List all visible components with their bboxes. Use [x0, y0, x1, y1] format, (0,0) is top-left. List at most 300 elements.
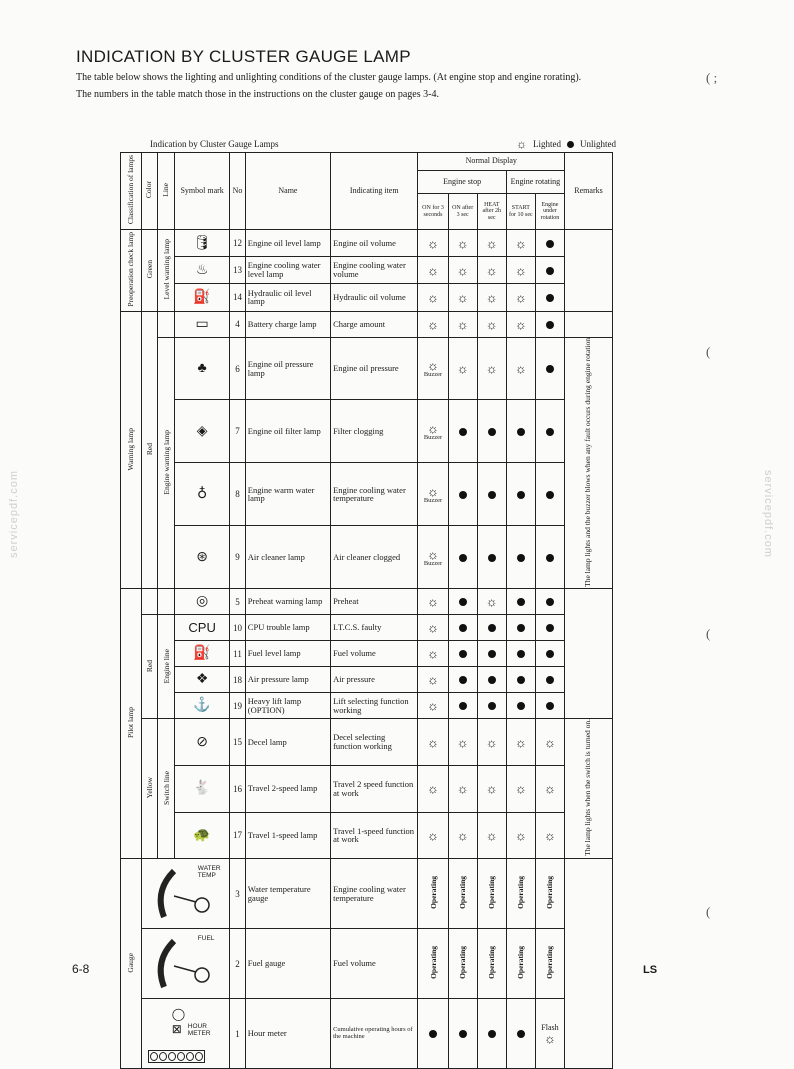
- coolant-level-icon: ♨: [175, 257, 230, 284]
- row-no: 16: [230, 766, 246, 813]
- status-lighted: [418, 311, 448, 337]
- status-lighted: [506, 284, 535, 311]
- status-lighted: [477, 719, 506, 766]
- status-lighted: [448, 311, 477, 337]
- lighted-icon: ☼: [485, 827, 498, 843]
- margin-mark: (: [706, 344, 711, 359]
- footer-code: LS: [643, 964, 658, 976]
- status-lighted: [418, 812, 448, 859]
- unlighted-icon: [546, 365, 554, 373]
- row-name: Engine oil filter lamp: [245, 400, 330, 463]
- row-no: 5: [230, 589, 246, 615]
- table-row: [121, 257, 613, 284]
- header-classification: Classification of lamps: [125, 155, 135, 225]
- row-name: Air pressure lamp: [245, 667, 330, 693]
- unlighted-icon: [546, 267, 554, 275]
- table-row: [121, 526, 613, 589]
- status-lighted: [506, 311, 535, 337]
- unlighted-icon: [546, 294, 554, 302]
- flash-label: Flash: [541, 1022, 559, 1032]
- row-item: Engine cooling water temperature: [331, 463, 418, 526]
- status-operating: [506, 859, 535, 929]
- status-unlighted: [448, 693, 477, 719]
- unlighted-icon: [517, 554, 525, 562]
- status-lighted: [477, 284, 506, 311]
- lighted-icon: ☼: [427, 698, 439, 714]
- air-pressure-icon: ❖: [175, 667, 230, 693]
- unlighted-icon: [459, 650, 467, 658]
- lighted-icon: ☼: [427, 235, 439, 251]
- remark-switch: The lamp lights when the switch is turned on.: [583, 719, 593, 857]
- status-lighted: [535, 766, 564, 813]
- lighted-icon: ☼: [427, 289, 439, 305]
- lighted-icon: ☼: [427, 672, 439, 688]
- watermark-left: servicepdf.com: [8, 470, 20, 558]
- color-red-pilot: Red: [145, 659, 155, 672]
- margin-mark: (: [706, 904, 711, 919]
- lighted-icon: ☼: [516, 137, 527, 151]
- row-no: 10: [230, 615, 246, 641]
- status-unlighted: [506, 667, 535, 693]
- status-lighted: [448, 719, 477, 766]
- unlighted-icon: [459, 1030, 467, 1038]
- status-unlighted: [448, 463, 477, 526]
- status-lighted: [418, 641, 448, 667]
- row-item: Travel 1-speed function at work: [331, 812, 418, 859]
- row-name: Hydraulic oil level lamp: [245, 284, 330, 311]
- lighted-icon: ☼: [514, 827, 527, 843]
- lighted-icon: ☼: [427, 734, 439, 750]
- color-green: Green: [145, 260, 155, 279]
- legend: [516, 138, 616, 150]
- gauge-name: Hour meter: [245, 999, 330, 1069]
- lighted-icon: ☼: [544, 1030, 556, 1046]
- air-cleaner-icon: ⊛: [175, 526, 230, 589]
- status-unlighted: [506, 589, 535, 615]
- status-unlighted: [506, 641, 535, 667]
- lighted-icon: ☼: [514, 289, 527, 305]
- status-operating: [535, 859, 564, 929]
- status-unlighted: [418, 999, 448, 1069]
- unlighted-icon: [517, 676, 525, 684]
- fuel-gauge-icon: [144, 931, 230, 995]
- gauge-item: Engine cooling water temperature: [331, 859, 418, 929]
- table-row: [121, 284, 613, 311]
- status-lighted: [477, 812, 506, 859]
- lighted-icon: ☼: [427, 420, 439, 436]
- table-row: [121, 812, 613, 859]
- status-unlighted: [535, 693, 564, 719]
- status-lighted: [506, 719, 535, 766]
- lighted-icon: ☼: [485, 262, 498, 278]
- lighted-icon: ☼: [485, 316, 498, 332]
- status-lighted: [418, 284, 448, 311]
- status-lighted: [506, 812, 535, 859]
- table-row: [121, 337, 613, 400]
- status-unlighted: [535, 400, 564, 463]
- intro-text-2: The numbers in the table match those in the instructions on the cluster gauge on pages 3-4.: [76, 89, 439, 100]
- unlighted-icon: [517, 650, 525, 658]
- status-flash: [535, 999, 564, 1069]
- lighted-icon: ☼: [485, 781, 498, 797]
- buzzer-label: Buzzer: [423, 559, 443, 567]
- status-lighted: [477, 766, 506, 813]
- lighted-icon: ☼: [514, 734, 527, 750]
- row-no: 14: [230, 284, 246, 311]
- lighted-icon: ☼: [427, 620, 439, 636]
- lighted-icon: ☼: [485, 734, 498, 750]
- buzzer-label: Buzzer: [423, 433, 443, 441]
- lighted-icon: ☼: [544, 827, 556, 843]
- table-row: [121, 693, 613, 719]
- hour-counter-icon: [148, 1050, 205, 1063]
- gauge-no: 2: [230, 929, 246, 999]
- unlighted-icon: [567, 141, 574, 148]
- unlighted-icon: [546, 676, 554, 684]
- operating-label: Operating: [545, 946, 555, 980]
- table-row: [121, 615, 613, 641]
- header-sub-engine: Engine under rotation: [535, 194, 564, 230]
- status-unlighted: [448, 667, 477, 693]
- status-lighted: [506, 229, 535, 256]
- gauge-no: 1: [230, 999, 246, 1069]
- lighted-icon: ☼: [427, 781, 439, 797]
- group-pilot: Pilot lamp: [126, 707, 136, 739]
- unlighted-icon: [546, 554, 554, 562]
- unlighted-icon: [459, 598, 467, 606]
- lighted-icon: ☼: [514, 361, 527, 376]
- oil-level-icon: 🛢: [175, 229, 230, 256]
- unlighted-icon: [488, 702, 496, 710]
- status-operating: [506, 929, 535, 999]
- header-sub-onafter: ON after 3 sec: [448, 194, 477, 230]
- status-lighted: [448, 284, 477, 311]
- lighted-icon: ☼: [514, 235, 527, 251]
- row-name: Preheat warning lamp: [245, 589, 330, 615]
- lighted-icon: ☼: [514, 316, 527, 332]
- unlighted-icon: [488, 624, 496, 632]
- travel-2speed-icon: 🐇: [175, 766, 230, 813]
- row-no: 18: [230, 667, 246, 693]
- operating-label: Operating: [545, 876, 555, 910]
- unlighted-icon: [546, 650, 554, 658]
- gauge-name: Water temperature gauge: [245, 859, 330, 929]
- gauge-name: Fuel gauge: [245, 929, 330, 999]
- heavy-lift-icon: ⚓: [175, 693, 230, 719]
- buzzer-label: Buzzer: [423, 496, 443, 504]
- preheat-icon: ◎: [175, 589, 230, 615]
- unlighted-icon: [546, 702, 554, 710]
- lighted-icon: ☼: [427, 827, 439, 843]
- status-operating: [418, 859, 448, 929]
- table-row: [121, 641, 613, 667]
- unlighted-icon: [546, 240, 554, 248]
- status-unlighted: [448, 615, 477, 641]
- unlighted-icon: [517, 702, 525, 710]
- status-lighted: [448, 229, 477, 256]
- row-no: 19: [230, 693, 246, 719]
- status-lighted: [477, 589, 506, 615]
- operating-label: Operating: [487, 876, 497, 910]
- status-unlighted: [506, 526, 535, 589]
- lighted-icon: ☼: [514, 781, 527, 797]
- lighted-icon: ☼: [544, 734, 556, 750]
- status-operating: [448, 859, 477, 929]
- status-operating: [535, 929, 564, 999]
- legend-unlighted: Unlighted: [580, 139, 616, 149]
- status-unlighted: [535, 667, 564, 693]
- status-unlighted: [448, 400, 477, 463]
- status-unlighted: [535, 526, 564, 589]
- lighted-icon: ☼: [427, 316, 439, 332]
- row-no: 7: [230, 400, 246, 463]
- row-name: Fuel level lamp: [245, 641, 330, 667]
- table-row: [121, 463, 613, 526]
- oil-pressure-icon: ♣: [175, 337, 230, 400]
- status-lighted: [448, 766, 477, 813]
- row-item: Decel selecting function working: [331, 719, 418, 766]
- status-unlighted: [506, 400, 535, 463]
- operating-label: Operating: [487, 946, 497, 980]
- header-sub-on3: ON for 3 seconds: [418, 194, 448, 230]
- header-no: No: [230, 153, 246, 230]
- unlighted-icon: [459, 702, 467, 710]
- unlighted-icon: [459, 491, 467, 499]
- row-item: Hydraulic oil volume: [331, 284, 418, 311]
- row-no: 6: [230, 337, 246, 400]
- lighted-icon: ☼: [485, 235, 498, 251]
- unlighted-icon: [517, 624, 525, 632]
- status-unlighted: [477, 526, 506, 589]
- status-lighted: [418, 719, 448, 766]
- lighted-icon: ☼: [427, 262, 439, 278]
- status-lighted: [477, 311, 506, 337]
- watermark-right: servicepdf.com: [762, 470, 774, 558]
- operating-label: Operating: [428, 946, 438, 980]
- unlighted-icon: [459, 428, 467, 436]
- row-item: Fuel volume: [331, 641, 418, 667]
- status-unlighted: [477, 400, 506, 463]
- unlighted-icon: [546, 624, 554, 632]
- row-no: 17: [230, 812, 246, 859]
- row-item: Preheat: [331, 589, 418, 615]
- row-item: Air pressure: [331, 667, 418, 693]
- row-item: Air cleaner clogged: [331, 526, 418, 589]
- unlighted-icon: [459, 554, 467, 562]
- margin-mark: ( ;: [706, 70, 718, 85]
- status-lighted: [477, 257, 506, 284]
- status-unlighted: [477, 999, 506, 1069]
- row-name: Decel lamp: [245, 719, 330, 766]
- lighted-icon: ☼: [427, 546, 439, 562]
- hour-meter-icon: ◯ ⊠: [171, 1006, 186, 1036]
- hydraulic-oil-icon: ⛽: [175, 284, 230, 311]
- lighted-icon: ☼: [456, 262, 469, 278]
- row-name: Heavy lift lamp (OPTION): [245, 693, 330, 719]
- gauge-no: 3: [230, 859, 246, 929]
- status-lighted: [535, 719, 564, 766]
- status-lighted: [418, 615, 448, 641]
- header-name: Name: [245, 153, 330, 230]
- status-operating: [477, 929, 506, 999]
- lighted-icon: ☼: [456, 289, 469, 305]
- unlighted-icon: [546, 321, 554, 329]
- unlighted-icon: [488, 491, 496, 499]
- gauge-item: Fuel volume: [331, 929, 418, 999]
- row-name: Travel 1-speed lamp: [245, 812, 330, 859]
- header-symbol: Symbol mark: [175, 153, 230, 230]
- oil-filter-icon: ◈: [175, 400, 230, 463]
- status-lighted: [418, 337, 448, 400]
- unlighted-icon: [546, 491, 554, 499]
- status-unlighted: [535, 615, 564, 641]
- unlighted-icon: [517, 428, 525, 436]
- gauge-symbol: [141, 859, 229, 929]
- status-lighted: [418, 463, 448, 526]
- header-color: Color: [144, 181, 154, 199]
- gauge-symbol: [141, 999, 229, 1069]
- status-lighted: [477, 337, 506, 400]
- status-unlighted: [535, 463, 564, 526]
- status-unlighted: [535, 257, 564, 284]
- table-row: [121, 766, 613, 813]
- row-name: Travel 2-speed lamp: [245, 766, 330, 813]
- lighted-icon: ☼: [514, 262, 527, 278]
- decel-icon: ⊘: [175, 719, 230, 766]
- row-item: Filter clogging: [331, 400, 418, 463]
- status-unlighted: [506, 615, 535, 641]
- status-operating: [448, 929, 477, 999]
- line-engine: Engine line: [161, 648, 171, 684]
- status-lighted: [418, 766, 448, 813]
- table-row: [121, 589, 613, 615]
- status-unlighted: [506, 693, 535, 719]
- lighted-icon: ☼: [456, 361, 469, 376]
- status-unlighted: [477, 693, 506, 719]
- unlighted-icon: [517, 491, 525, 499]
- row-name: Engine cooling water level lamp: [245, 257, 330, 284]
- operating-label: Operating: [516, 946, 526, 980]
- status-unlighted: [506, 999, 535, 1069]
- lighted-icon: ☼: [427, 483, 439, 499]
- gauge-label: FUEL: [197, 934, 215, 942]
- status-unlighted: [477, 463, 506, 526]
- status-unlighted: [477, 667, 506, 693]
- table-row: [121, 400, 613, 463]
- status-unlighted: [535, 337, 564, 400]
- row-name: Air cleaner lamp: [245, 526, 330, 589]
- unlighted-icon: [546, 598, 554, 606]
- table-row: [121, 719, 613, 766]
- status-unlighted: [477, 641, 506, 667]
- lighted-icon: ☼: [456, 316, 469, 332]
- header-engine-rotating: Engine rotating: [506, 170, 564, 194]
- status-lighted: [448, 257, 477, 284]
- remark-warning: The lamp lights and the buzzer blows when any fault occurs during engine rotation: [583, 337, 593, 587]
- header-sub-heat: HEAT after 2h sec: [477, 194, 506, 230]
- status-operating: [418, 929, 448, 999]
- row-item: Engine oil volume: [331, 229, 418, 256]
- header-remarks: Remarks: [565, 153, 613, 230]
- status-unlighted: [448, 526, 477, 589]
- group-gauge: Gauge: [126, 952, 136, 973]
- status-unlighted: [477, 615, 506, 641]
- row-name: CPU trouble lamp: [245, 615, 330, 641]
- header-indicating: Indicating item: [331, 153, 418, 230]
- row-no: 13: [230, 257, 246, 284]
- status-unlighted: [448, 641, 477, 667]
- lighted-icon: ☼: [456, 235, 469, 251]
- color-yellow: Yellow: [145, 777, 155, 799]
- status-lighted: [506, 257, 535, 284]
- row-no: 4: [230, 311, 246, 337]
- row-item: I.T.C.S. faulty: [331, 615, 418, 641]
- status-lighted: [448, 812, 477, 859]
- row-item: Engine oil pressure: [331, 337, 418, 400]
- status-unlighted: [535, 284, 564, 311]
- unlighted-icon: [517, 598, 525, 606]
- unlighted-icon: [488, 650, 496, 658]
- row-item: Engine cooling water volume: [331, 257, 418, 284]
- gauge-row: [121, 999, 613, 1069]
- unlighted-icon: [546, 428, 554, 436]
- row-item: Lift selecting function working: [331, 693, 418, 719]
- table-row: [121, 311, 613, 337]
- status-unlighted: [535, 641, 564, 667]
- intro-text-1: The table below shows the lighting and unlighting conditions of the cluster gauge lamps. (At engine stop and engine rorating).: [76, 72, 582, 83]
- status-unlighted: [535, 311, 564, 337]
- row-name: Battery charge lamp: [245, 311, 330, 337]
- color-red: Red: [145, 442, 155, 455]
- buzzer-label: Buzzer: [423, 370, 443, 378]
- status-lighted: [448, 337, 477, 400]
- lighted-icon: ☼: [456, 781, 469, 797]
- status-lighted: [535, 812, 564, 859]
- lighted-icon: ☼: [485, 361, 498, 376]
- line-engine-warning: Engine warning lamp: [161, 429, 171, 495]
- row-no: 12: [230, 229, 246, 256]
- status-lighted: [506, 337, 535, 400]
- gauge-row: [121, 859, 613, 929]
- header-engine-stop: Engine stop: [418, 170, 506, 194]
- lighted-icon: ☼: [456, 827, 469, 843]
- unlighted-icon: [459, 624, 467, 632]
- status-lighted: [418, 589, 448, 615]
- water-temp-icon: ♁: [175, 463, 230, 526]
- legend-lighted: Lighted: [533, 139, 561, 149]
- status-unlighted: [535, 229, 564, 256]
- status-unlighted: [448, 589, 477, 615]
- lighted-icon: ☼: [544, 781, 556, 797]
- page-title: INDICATION BY CLUSTER GAUGE LAMP: [76, 47, 411, 66]
- row-item: Travel 2 speed function at work: [331, 766, 418, 813]
- unlighted-icon: [488, 1030, 496, 1038]
- unlighted-icon: [488, 676, 496, 684]
- row-no: 11: [230, 641, 246, 667]
- status-unlighted: [448, 999, 477, 1069]
- header-normal-display: Normal Display: [418, 153, 565, 171]
- table-caption: Indication by Cluster Gauge Lamps: [150, 139, 279, 149]
- gauge-row: [121, 929, 613, 999]
- status-lighted: [506, 766, 535, 813]
- row-no: 15: [230, 719, 246, 766]
- status-unlighted: [535, 589, 564, 615]
- gauge-symbol: [141, 929, 229, 999]
- line-switch: Switch line: [161, 770, 171, 805]
- status-lighted: [418, 526, 448, 589]
- group-warning: Warning lamp: [126, 427, 136, 471]
- lighted-icon: ☼: [427, 594, 439, 610]
